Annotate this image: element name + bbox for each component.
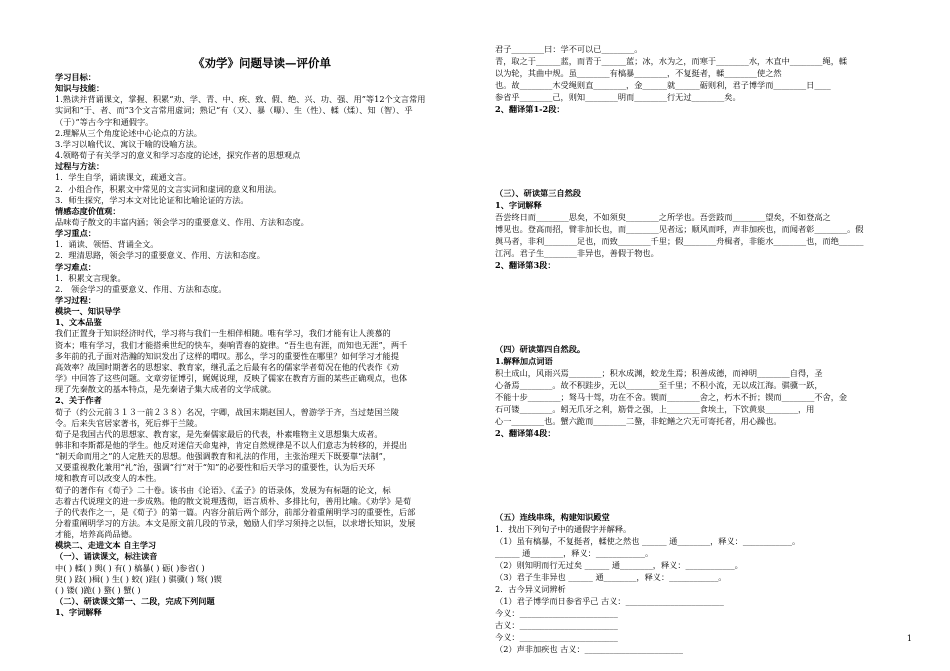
text-line: 4.领略荀子有关学习的意义和学习态度的论述，探究作者的思想观点: [55, 150, 301, 161]
text-line: 3.学习以喻代议、寓议于喻的设喻方法。: [55, 138, 202, 149]
text-line: 今义：________________________: [495, 632, 618, 642]
text-line: 1．学生自学，诵读课文，疏通文言。: [55, 172, 192, 183]
text-line: （2）则知明而行无过矣 ______ 通________，释义：____________。: [495, 560, 743, 570]
text-line: （三）、研读第三自然段: [495, 188, 581, 198]
text-line: 子的代表作之一，是《荀子》的第一篇。内容分前后两个部分，前部分着重阐明学习的重要性，后部: [55, 506, 416, 517]
text-line: 学》中回答了这些问题。文章旁征博引，娓娓说理，反映了儒家在教育方面的某些正确观点，也体: [55, 373, 408, 384]
text-line: 1、字词解释: [495, 200, 542, 210]
text-line: 石可镂________。蚓无爪牙之利，筋骨之强，上________食埃土，下饮黄泉________，用: [495, 404, 815, 414]
text-line: （1）君子博学而日参省乎己 古义：________________________: [495, 596, 724, 606]
text-line: 舆马者，非利________足也，而致________千里；假________舟楫者，非能水________也，而绝______: [495, 236, 864, 246]
text-line: 1、字词解释: [55, 607, 102, 618]
text-line: 2.理解从三个角度论述中心论点的方法。: [55, 127, 202, 138]
text-line: 1.熟读并背诵课文，掌握、积累“劝、学、青、中、疾、致、假、绝、兴、功、强、用”等12个文言常用: [55, 94, 426, 105]
text-line: 志着古代说理文的进一步成熟。他的散文说理透彻，语言质朴、多排比句，善用比喻。《劝学》是荀: [55, 495, 412, 506]
text-line: 荀子（约公元前３１３一前２３８）名况，字卿，战国末期赵国人，曾游学于齐，当过楚国兰陵: [55, 406, 399, 417]
text-line: 不能十步________；驽马十驾，功在不舍。锲而________舍之，朽木不折；锲而________不舍，金: [495, 392, 848, 402]
text-line: ______ 通________，释义：____________。: [495, 548, 654, 558]
text-line: “制天命而用之”的人定胜天的思想。他强调教育和礼法的作用，主张治理天下既要靠“法制”，: [55, 451, 392, 462]
text-line: 品味荀子散文的丰富内涵；领会学习的重要意义、作用、方法和态度。: [55, 216, 309, 227]
text-line: 中( ) 輮( ) 舆( ) 有( ) 槁暴( ) 砺( )参省( ): [55, 562, 205, 573]
text-line: 资本；唯有学习，我们才能搭乘世纪的快车，奏响青春的旋律。“吾生也有涯，而知也无涯”，两千: [55, 339, 408, 350]
text-line: 博见也。登高而招，臂非加长也，而________见者远；顺风而呼，声非加疾也，而闻者彰________。假: [495, 224, 864, 234]
text-line: 学习目标：: [55, 72, 96, 82]
text-line: 分着重阐明学习的方法。本文是原文前几段的节录，勉励人们学习须持之以恒，以求增长知识，发展: [55, 518, 416, 528]
text-line: （一）、诵读课文，标注读音: [55, 551, 158, 562]
text-line: 臾( ) 跂( )楫( ) 生( ) 蛟( )跬( ) 骐骥( ) 驽( )锲: [55, 573, 222, 584]
text-line: 也。故________木受绳则直________，金______就______砺则利，君子博学而________日____: [495, 80, 831, 90]
text-line: 学习难点：: [55, 261, 96, 272]
text-line: 荀子是我国古代的思想家、教育家，是先秦儒家最后的代表，朴素唯物主义思想集大成者。: [55, 428, 383, 439]
text-line: （1）虽有槁暴，不复挺者，輮使之然也 ______ 通________，释义：____________。: [495, 536, 801, 546]
text-line: 学习过程：: [55, 295, 96, 305]
text-line: 2．理清思路，领会学习的重要意义、作用、方法和态度。: [55, 250, 265, 261]
text-line: 2、关于作者: [55, 395, 102, 406]
text-line: 又要重视教化兼用“礼”治，强调“行”对于“知”的必要性和后天学习的重要性，认为后天环: [55, 462, 375, 473]
text-line: 江河。君子生________非异也，善假于物也。: [495, 248, 659, 258]
text-line: 2、翻译第4段：: [495, 428, 556, 438]
text-line: （于）”等古今字和通假字。: [55, 116, 154, 127]
text-line: 2．古今异义词辨析: [495, 584, 566, 594]
text-line: 境和教育可以改变人的本性。: [55, 473, 162, 484]
text-line: 1．找出下列句子中的通假字并解释。: [495, 524, 632, 534]
text-line: 心一________也。蟹六跪而________二螯，非蛇鳝之穴无可寄托者，用心躁也。: [495, 416, 782, 426]
text-line: 1.解释加点词语: [495, 356, 553, 366]
page-title: 《劝学》问题导读—评价单: [193, 56, 331, 70]
text-line: 2．小组合作，积累文中常见的文言实词和虚词的意义和用法。: [55, 183, 282, 194]
text-line: 实词和“于、者、而”3个文言常用虚词；熟记“有（又）、暴（曝）、生（性）、輮（煣）、知（智）、乎: [55, 105, 413, 116]
text-line: 现了先秦散文的基本特点，是先秦诸子集大成者的文学成就。: [55, 384, 277, 395]
text-line: ( ) 镂( )跪( ) 螯( ) 蟹( ): [55, 584, 141, 595]
text-line: 模块一、知识导学: [55, 306, 121, 317]
text-line: 参省乎________己，则知________明而________行无过________矣。: [495, 92, 741, 102]
text-line: 心备焉________。故不积跬步，无以________至千里；不积小流，无以成江海。骐骥一跃，: [495, 380, 823, 390]
text-line: 才能，培养高尚品德。: [55, 529, 137, 540]
text-line: （五）连线串珠，构建知识殿堂: [495, 512, 610, 522]
text-line: 以为轮，其曲中规。虽________有槁暴________，不复挺者，輮________使之然: [495, 68, 782, 78]
text-line: 多年前的孔子面对浩瀚的知识发出了这样的喟叹。那么，学习的重要性在哪里？如何学习才能提: [55, 350, 399, 361]
text-line: 3．师生探究，学习本文对比论证和比喻论证的方法。: [55, 194, 249, 205]
text-line: 今义：________________________: [495, 608, 618, 618]
text-line: 古义：________________________: [495, 620, 618, 630]
text-line: 1．诵读、领悟、背诵全文。: [55, 239, 159, 250]
text-line: 青，取之于______蓝，而青于______蓝；冰，水为之，而寒于________水，木直中________绳，輮: [495, 56, 848, 66]
text-line: 令。后来失官居家著书，死后葬于兰陵。: [55, 417, 203, 428]
text-line: 韩非和李斯都是他的学生。他反对迷信天命鬼神，肯定自然规律是不以人们意志为转移的，并提出: [55, 439, 408, 450]
text-line: 荀子的著作有《荀子》二十卷。该书由《论语》、《孟子》的语录体，发展为有标题的论文，标: [55, 484, 391, 495]
text-line: 知识与技能：: [55, 83, 105, 94]
page-number: 1: [906, 634, 912, 643]
text-line: （2）声非加疾也 古义：________________________: [495, 644, 683, 654]
text-line: 积土成山，风雨兴焉________；积水成渊，蛟龙生焉；积善成德，而神明________自得，圣: [495, 368, 823, 378]
text-line: 2、翻译第3段：: [495, 260, 556, 270]
text-line: （二）、研读课文第一、二段，完成下列问题: [55, 596, 215, 607]
text-line: 2、翻译第1-2段：: [495, 104, 565, 114]
text-line: 2． 领会学习的重要意义、作用、方法和态度。: [55, 283, 227, 294]
text-line: 高效率？战国时期著名的思想家、教育家，继孔孟之后最有名的儒家学者荀况在他的代表作《劝: [55, 361, 399, 372]
text-line: （四）研读第四自然段。: [495, 344, 586, 354]
text-line: 1、文本品鉴: [55, 317, 102, 328]
text-line: 吾尝终日而________思矣，不如须臾________之所学也。吾尝跂而________望矣，不如登高之: [495, 212, 831, 222]
text-line: 学习重点：: [55, 228, 96, 239]
text-line: 1．积累文言现象。: [55, 272, 126, 283]
text-line: 情感态度价值观：: [55, 205, 121, 216]
text-line: 过程与方法：: [55, 161, 105, 172]
text-line: 模块二、走进文本 自主学习: [55, 540, 157, 551]
text-line: （3）君子生非异也 ______ 通________，释义：____________。: [495, 572, 727, 582]
text-line: 君子________曰：学不可以已________。: [495, 44, 643, 54]
text-line: 我们正置身于知识经济时代，学习将与我们一生相伴相随。唯有学习，我们才能有让人羡慕的: [55, 328, 391, 339]
